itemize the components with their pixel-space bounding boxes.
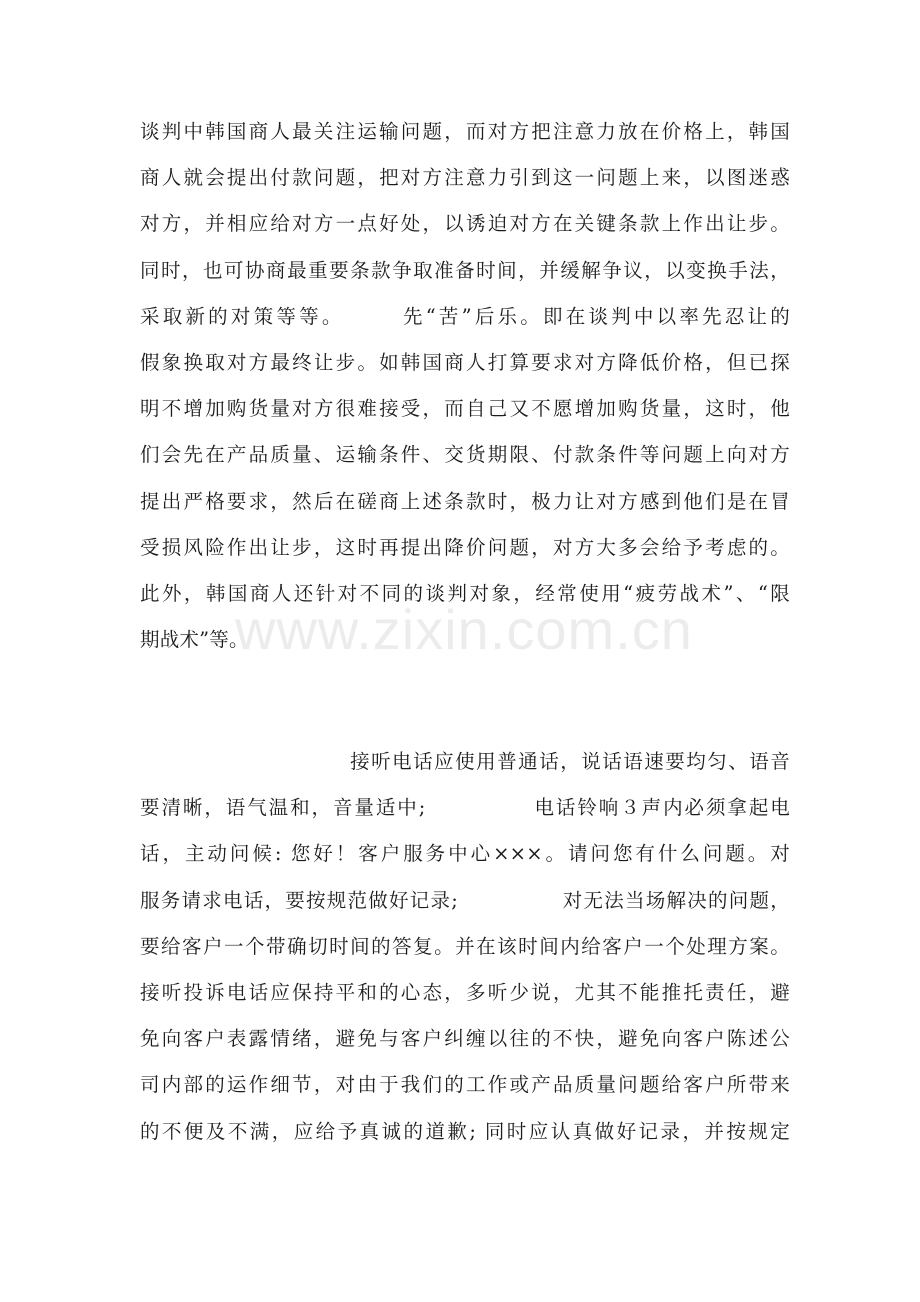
text-line: 谈判中韩国商人最关注运输问题，而对方把注意力放在价格上，韩国 xyxy=(140,120,790,143)
paragraph-1 xyxy=(140,109,790,663)
text-line: 的不便及不满，应给予真诚的道歉; 同时应认真做好记录，并按规定 xyxy=(140,1119,790,1143)
text-line: 受损风险作出让步，这时再提出降价问题，对方大多会给予考虑的。 xyxy=(140,535,790,559)
text-line: 同时，也可协商最重要条款争取准备时间，并缓解争议，以变换手法， xyxy=(140,258,790,282)
text-line: 期战术”等。 xyxy=(140,628,249,652)
watermark: www.zixin.com.cn xyxy=(235,598,693,661)
text-line: 接听电话应使用普通话，说话语速要均匀、语音 xyxy=(140,750,790,773)
text-line: 此外，韩国商人还针对不同的谈判对象，经常使用“疲劳战术”、“限 xyxy=(140,581,790,605)
text-line: 们会先在产品质量、运输条件、交货期限、付款条件等问题上向对方 xyxy=(140,443,790,467)
text-line: 提出严格要求，然后在磋商上述条款时，极力让对方感到他们是在冒 xyxy=(140,489,790,513)
text-line: 免向客户表露情绪，避免与客户纠缠以往的不快，避免向客户陈述公 xyxy=(140,1027,790,1051)
text-line: 对方，并相应给对方一点好处，以诱迫对方在关键条款上作出让步。 xyxy=(140,212,790,236)
text-line: 接听投诉电话应保持平和的心态，多听少说，尤其不能推托责任，避 xyxy=(140,980,790,1004)
text-line: 服务请求电话，要按规范做好记录; 对无法当场解决的问题， xyxy=(140,888,790,912)
text-line: 假象换取对方最终让步。如韩国商人打算要求对方降低价格，但已探 xyxy=(140,350,790,374)
text-line: 司内部的运作细节，对由于我们的工作或产品质量问题给客户所带来 xyxy=(140,1073,790,1097)
text-line: 要给客户一个带确切时间的答复。并在该时间内给客户一个处理方案。 xyxy=(140,934,790,958)
text-line: 话，主动问候: 您好！客户服务中心×××。请问您有什么问题。对 xyxy=(140,842,790,866)
text-line: 商人就会提出付款问题，把对方注意力引到这一问题上来，以图迷惑 xyxy=(140,166,790,190)
text-line: 要清晰，语气温和，音量适中; 电话铃响３声内必须拿起电 xyxy=(140,796,790,820)
text-line: 采取新的对策等等。 先“苦”后乐。即在谈判中以率先忍让的 xyxy=(140,304,790,328)
text-line: 明不增加购货量对方很难接受，而自己又不愿增加购货量，这时，他 xyxy=(140,397,790,421)
paragraph-2 xyxy=(140,739,790,1155)
